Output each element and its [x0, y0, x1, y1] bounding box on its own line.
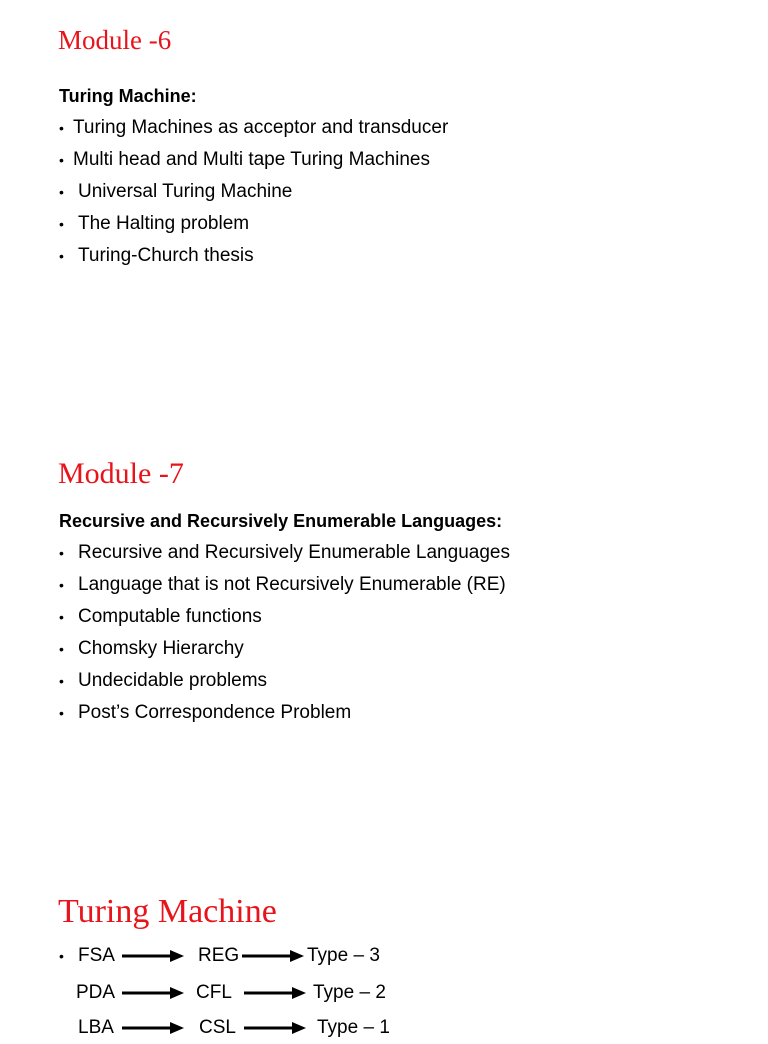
- module-6-subheading: Turing Machine:: [59, 86, 197, 106]
- list-item-text: Computable functions: [78, 606, 262, 627]
- bullet-icon: •: [59, 152, 64, 168]
- machine-label: LBA: [78, 1017, 114, 1038]
- bullet-icon: •: [59, 120, 64, 136]
- module-6-heading: Module -6: [58, 25, 172, 55]
- language-label: REG: [198, 945, 240, 966]
- bullet-icon: •: [59, 545, 64, 561]
- list-item-text: Language that is not Recursively Enumerable (RE): [78, 574, 506, 595]
- type-label: Type – 3: [307, 945, 380, 966]
- list-item-text: Turing-Church thesis: [78, 245, 254, 266]
- list-item-text: Recursive and Recursively Enumerable Languages: [78, 542, 510, 563]
- hierarchy-row-lba: [0, 1012, 768, 1044]
- list-item-text: Multi head and Multi tape Turing Machines: [73, 149, 430, 170]
- bullet-icon: •: [59, 705, 64, 721]
- right-arrow-icon: [122, 986, 184, 1000]
- type-label: Type – 1: [317, 1017, 390, 1038]
- right-arrow-icon: [122, 1021, 184, 1035]
- module-7-heading: Module -7: [58, 457, 184, 490]
- bullet-icon: •: [59, 248, 64, 264]
- bullet-icon: •: [59, 216, 64, 232]
- hierarchy-row-fsa: [0, 940, 768, 972]
- bullet-icon: •: [59, 948, 64, 964]
- hierarchy-row-pda: [0, 977, 768, 1009]
- right-arrow-icon: [242, 949, 304, 963]
- right-arrow-icon: [122, 949, 184, 963]
- language-label: CSL: [199, 1017, 236, 1038]
- machine-label: PDA: [76, 982, 116, 1003]
- list-item-text: Undecidable problems: [78, 670, 268, 691]
- right-arrow-icon: [244, 986, 306, 1000]
- right-arrow-icon: [244, 1021, 306, 1035]
- bullet-icon: •: [59, 184, 64, 200]
- type-label: Type – 2: [313, 982, 386, 1003]
- bullet-icon: •: [59, 673, 64, 689]
- language-label: CFL: [196, 982, 232, 1003]
- bullet-icon: •: [59, 577, 64, 593]
- list-item-text: Turing Machines as acceptor and transducer: [73, 117, 449, 138]
- list-item-text: The Halting problem: [78, 213, 250, 234]
- bullet-icon: •: [59, 641, 64, 657]
- list-item-text: Chomsky Hierarchy: [78, 638, 244, 659]
- list-item-text: Post’s Correspondence Problem: [78, 702, 352, 723]
- machine-label: FSA: [78, 945, 115, 966]
- module-7-subheading: Recursive and Recursively Enumerable Languages:: [59, 511, 503, 531]
- list-item-text: Universal Turing Machine: [78, 181, 293, 202]
- bullet-icon: •: [59, 609, 64, 625]
- turing-machine-heading: Turing Machine: [58, 893, 277, 930]
